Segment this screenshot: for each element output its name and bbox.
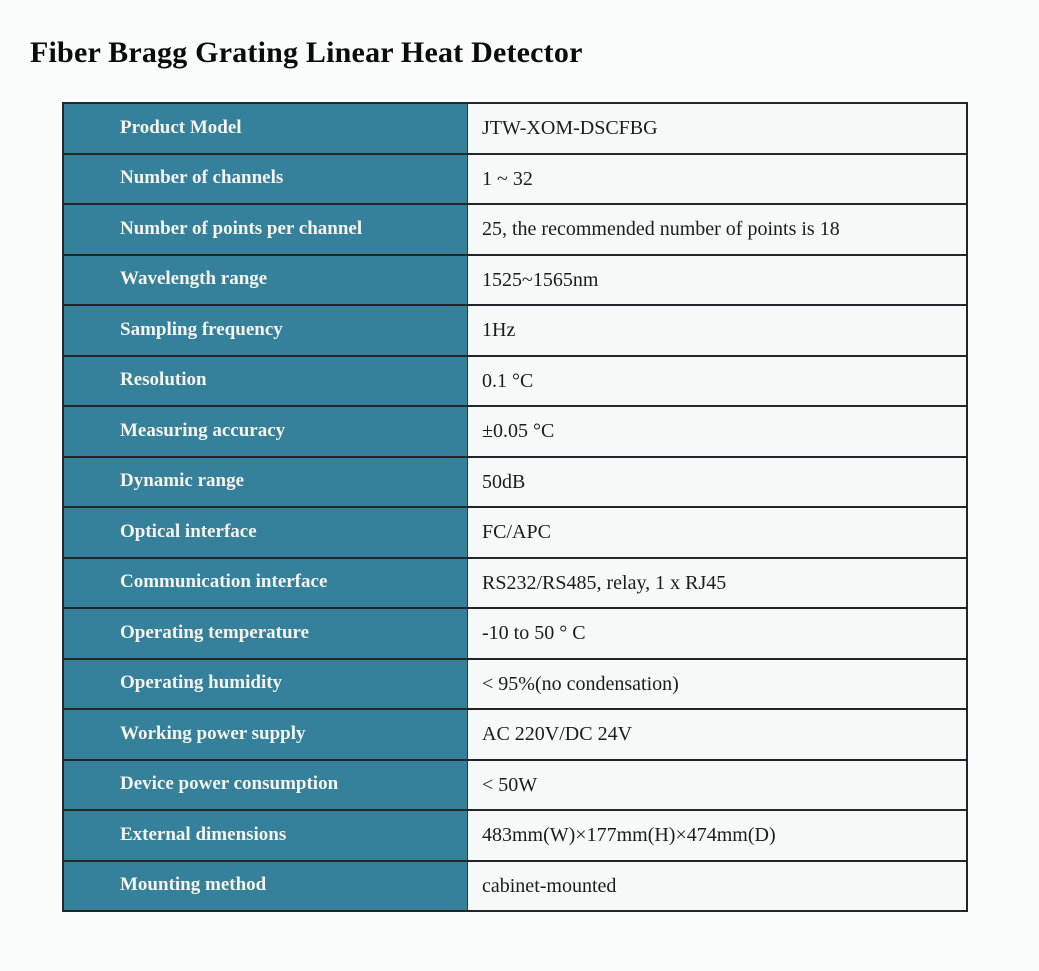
spec-value-cell <box>468 357 966 406</box>
spec-label-cell <box>64 104 468 153</box>
spec-value-cell <box>468 155 966 204</box>
spec-value: 1525~1565nm <box>482 268 599 291</box>
spec-value: RS232/RS485, relay, 1 x RJ45 <box>482 571 727 594</box>
spec-label-cell <box>64 306 468 355</box>
spec-label-cell <box>64 407 468 456</box>
spec-value-cell <box>468 761 966 810</box>
spec-value: 0.1 °C <box>482 369 534 392</box>
spec-label-cell <box>64 761 468 810</box>
spec-value: 25, the recommended number of points is 18 <box>482 218 840 241</box>
spec-label-cell <box>64 862 468 911</box>
spec-value-cell <box>468 205 966 254</box>
spec-value: 1Hz <box>482 319 516 342</box>
spec-label: Wavelength range <box>120 268 268 290</box>
spec-value-cell <box>468 660 966 709</box>
table-row <box>64 456 966 507</box>
spec-value-cell <box>468 559 966 608</box>
spec-value-cell <box>468 407 966 456</box>
spec-label: External dimensions <box>120 823 287 845</box>
spec-value-cell <box>468 458 966 507</box>
table-row <box>64 203 966 254</box>
spec-label: Optical interface <box>120 520 257 542</box>
spec-value-cell <box>468 508 966 557</box>
spec-label: Resolution <box>120 369 207 391</box>
spec-value-cell <box>468 811 966 860</box>
table-row <box>64 708 966 759</box>
specification-table <box>62 102 968 912</box>
spec-label-cell <box>64 559 468 608</box>
spec-label-cell <box>64 811 468 860</box>
table-row <box>64 153 966 204</box>
spec-value: < 95%(no condensation) <box>482 672 679 695</box>
spec-value: 1 ~ 32 <box>482 167 533 190</box>
spec-label: Measuring accuracy <box>120 419 286 441</box>
table-row <box>64 104 966 153</box>
spec-label: Working power supply <box>120 722 306 744</box>
spec-label: Operating humidity <box>120 672 283 694</box>
spec-label: Number of channels <box>120 167 284 189</box>
spec-value-cell <box>468 256 966 305</box>
table-row <box>64 304 966 355</box>
spec-value: AC 220V/DC 24V <box>482 723 633 746</box>
spec-value: -10 to 50 ° C <box>482 622 586 645</box>
spec-label: Communication interface <box>120 571 328 593</box>
spec-value: JTW-XOM-DSCFBG <box>482 117 658 140</box>
spec-label: Device power consumption <box>120 773 339 795</box>
spec-label-cell <box>64 256 468 305</box>
spec-label: Dynamic range <box>120 470 245 492</box>
spec-value-cell <box>468 710 966 759</box>
table-row <box>64 607 966 658</box>
spec-label: Mounting method <box>120 874 267 896</box>
table-row <box>64 254 966 305</box>
spec-value: 50dB <box>482 470 526 493</box>
spec-label-cell <box>64 155 468 204</box>
spec-label: Number of points per channel <box>120 217 363 239</box>
spec-value-cell <box>468 862 966 911</box>
spec-value-cell <box>468 104 966 153</box>
spec-value: cabinet-mounted <box>482 874 617 897</box>
spec-label-cell <box>64 609 468 658</box>
table-row <box>64 557 966 608</box>
spec-label: Product Model <box>120 116 242 138</box>
spec-value: FC/APC <box>482 521 551 544</box>
spec-label-cell <box>64 458 468 507</box>
spec-label-cell <box>64 508 468 557</box>
spec-value: 483mm(W)×177mm(H)×474mm(D) <box>482 824 776 847</box>
spec-value: ±0.05 °C <box>482 420 555 443</box>
spec-label-cell <box>64 357 468 406</box>
table-row <box>64 759 966 810</box>
spec-label-cell <box>64 660 468 709</box>
spec-label-cell <box>64 205 468 254</box>
table-row <box>64 658 966 709</box>
table-row <box>64 860 966 911</box>
table-row <box>64 809 966 860</box>
spec-value-cell <box>468 306 966 355</box>
spec-label: Operating temperature <box>120 621 310 643</box>
table-row <box>64 355 966 406</box>
table-row <box>64 506 966 557</box>
spec-label: Sampling frequency <box>120 318 283 340</box>
spec-value-cell <box>468 609 966 658</box>
spec-label-cell <box>64 710 468 759</box>
table-row <box>64 405 966 456</box>
spec-value: < 50W <box>482 773 538 796</box>
page-title: Fiber Bragg Grating Linear Heat Detector <box>30 36 583 70</box>
